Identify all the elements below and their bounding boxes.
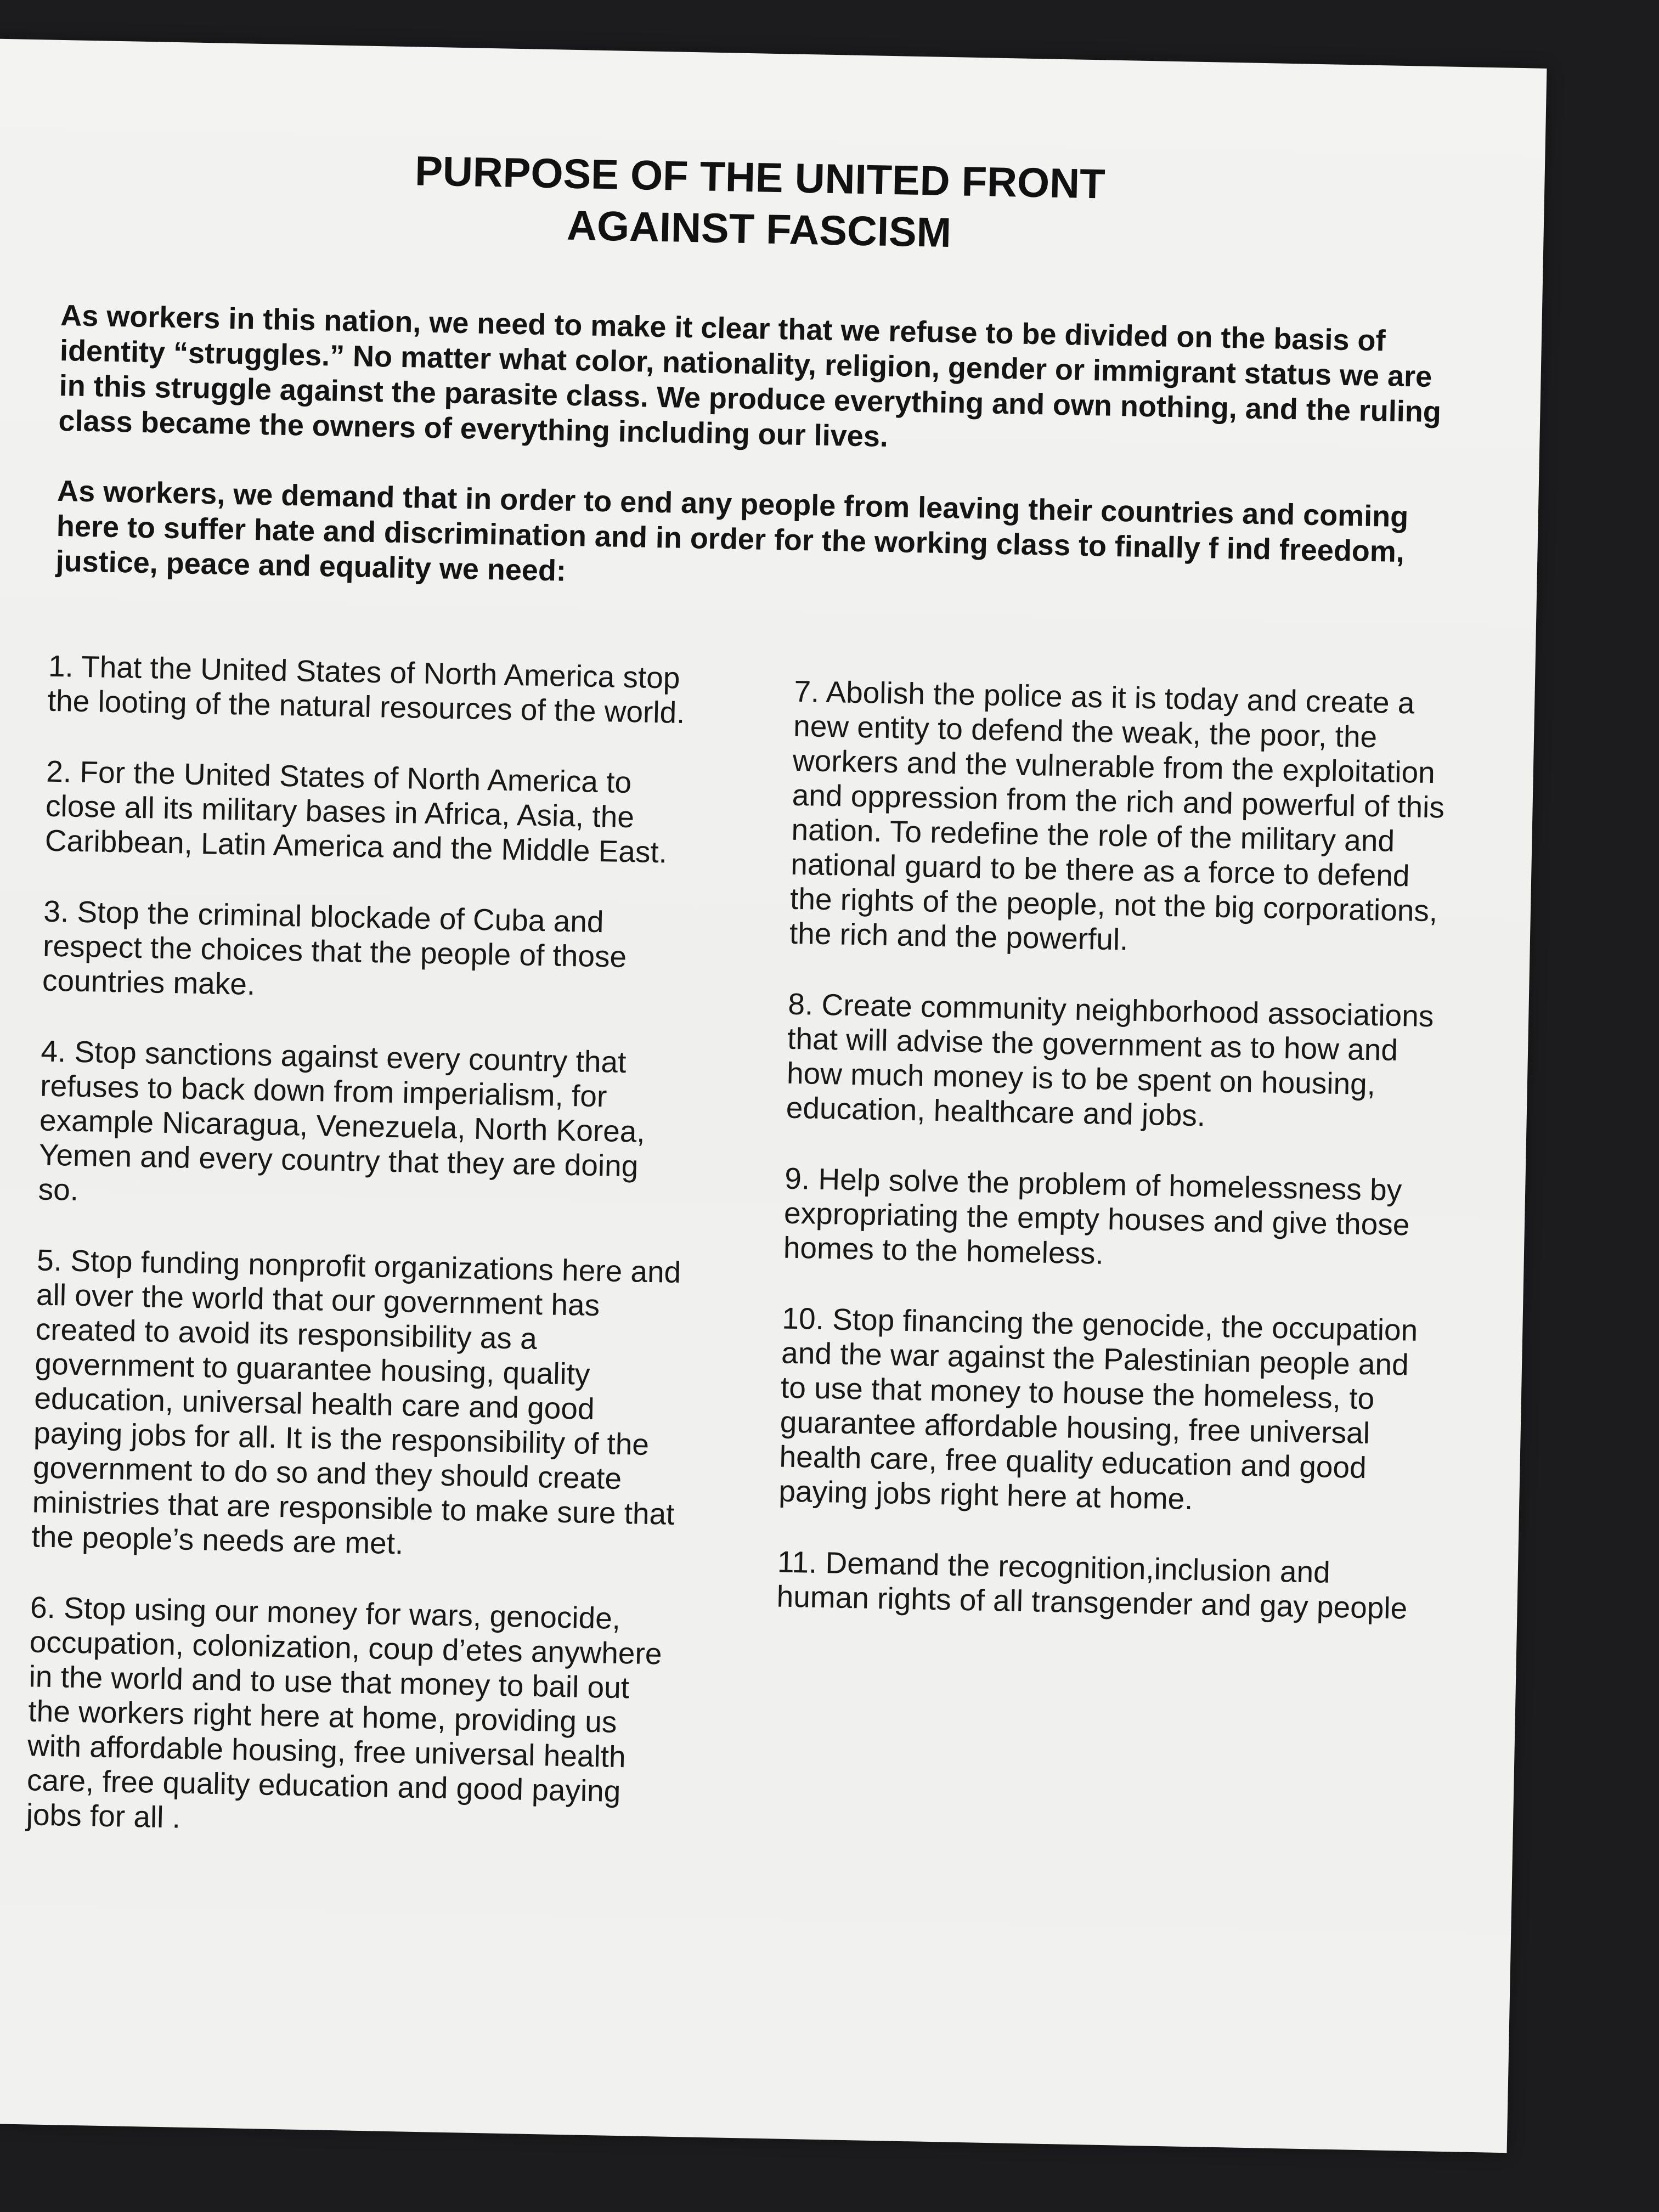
demands-left-column — [25, 649, 696, 1881]
demand-item-6: 6. Stop using our money for wars, genocide, occupation, colonization, coup d’etes anywhere in the world and to use that money to bail out the workers right here at home, providing us with affordable housing, free universal health care, free quality education and good paying jobs for all . — [26, 1590, 663, 1835]
demands-right-column — [776, 674, 1447, 1663]
demand-item-3: 3. Stop the criminal blockade of Cuba and respect the choices that the people of those countries make. — [42, 894, 627, 1002]
demand-item-5: 5. Stop funding nonprofit organizations here and all over the world that our government has created to avoid its responsibility as a government to guarantee housing, quality education, universal health care and good paying jobs for all. It is the responsibility of the government to do so and they should create ministries that are responsible to make sure that the people’s needs are met. — [31, 1243, 681, 1561]
demand-item-2: 2. For the United States of North America to close all its military bases in Africa, Asia, the Caribbean, Latin America and the Middle East. — [44, 754, 668, 870]
intro-paragraph-2: As workers, we demand that in order to end any people from leaving their countries and coming here to suffer hate and discrimination and in order for the working class to finally f ind freedom, justice, peace and equality we need: — [55, 474, 1409, 588]
demand-item-8: 8. Create community neighborhood associations that will advise the government as to how and how much money is to be spent on housing, education, healthcare and jobs. — [786, 986, 1434, 1133]
demand-item-4: 4. Stop sanctions against every country that refuses to back down from imperialism, for example Nicaragua, Venezuela, North Korea, Yemen and every country that they are doing so. — [38, 1034, 646, 1207]
demand-item-7: 7. Abolish the police as it is today and create a new entity to defend the weak, the poor, the workers and the vulnerable from the exploitation and oppression from the rich and powerful of this nation. To redefine the role of the military and national guard to be there as a force to defend the rights of the people, not the big corporations, the rich and the powerful. — [789, 674, 1445, 957]
demand-item-11: 11. Demand the recognition,inclusion and human rights of all transgender and gay people — [776, 1544, 1408, 1626]
title-line-2: AGAINST FASCISM — [566, 202, 952, 257]
demand-item-9: 9. Help solve the problem of homelessness by expropriating the empty houses and give those homes to the homeless. — [783, 1161, 1410, 1271]
paper-sheet — [0, 38, 1547, 2153]
intro-paragraph-1: As workers in this nation, we need to make it clear that we refuse to be divided on the basis of identity “struggles.” No matter what color, nationality, religion, gender or immigrant status we are in this struggle against the parasite class. We produce everything and own nothing, and the ruling class became the owners of everything including our lives. — [58, 298, 1442, 453]
title-line-1: PURPOSE OF THE UNITED FRONT — [414, 148, 1106, 208]
document-title — [0, 137, 1545, 270]
demand-item-1: 1. That the United States of North America stop the looting of the natural resources of the world. — [47, 648, 686, 730]
demand-item-10: 10. Stop financing the genocide, the occupation and the war against the Palestinian people and to use that money to house the homeless, to guarantee affordable housing, free universal health care, free quality education and good paying jobs right here at home. — [778, 1301, 1418, 1516]
